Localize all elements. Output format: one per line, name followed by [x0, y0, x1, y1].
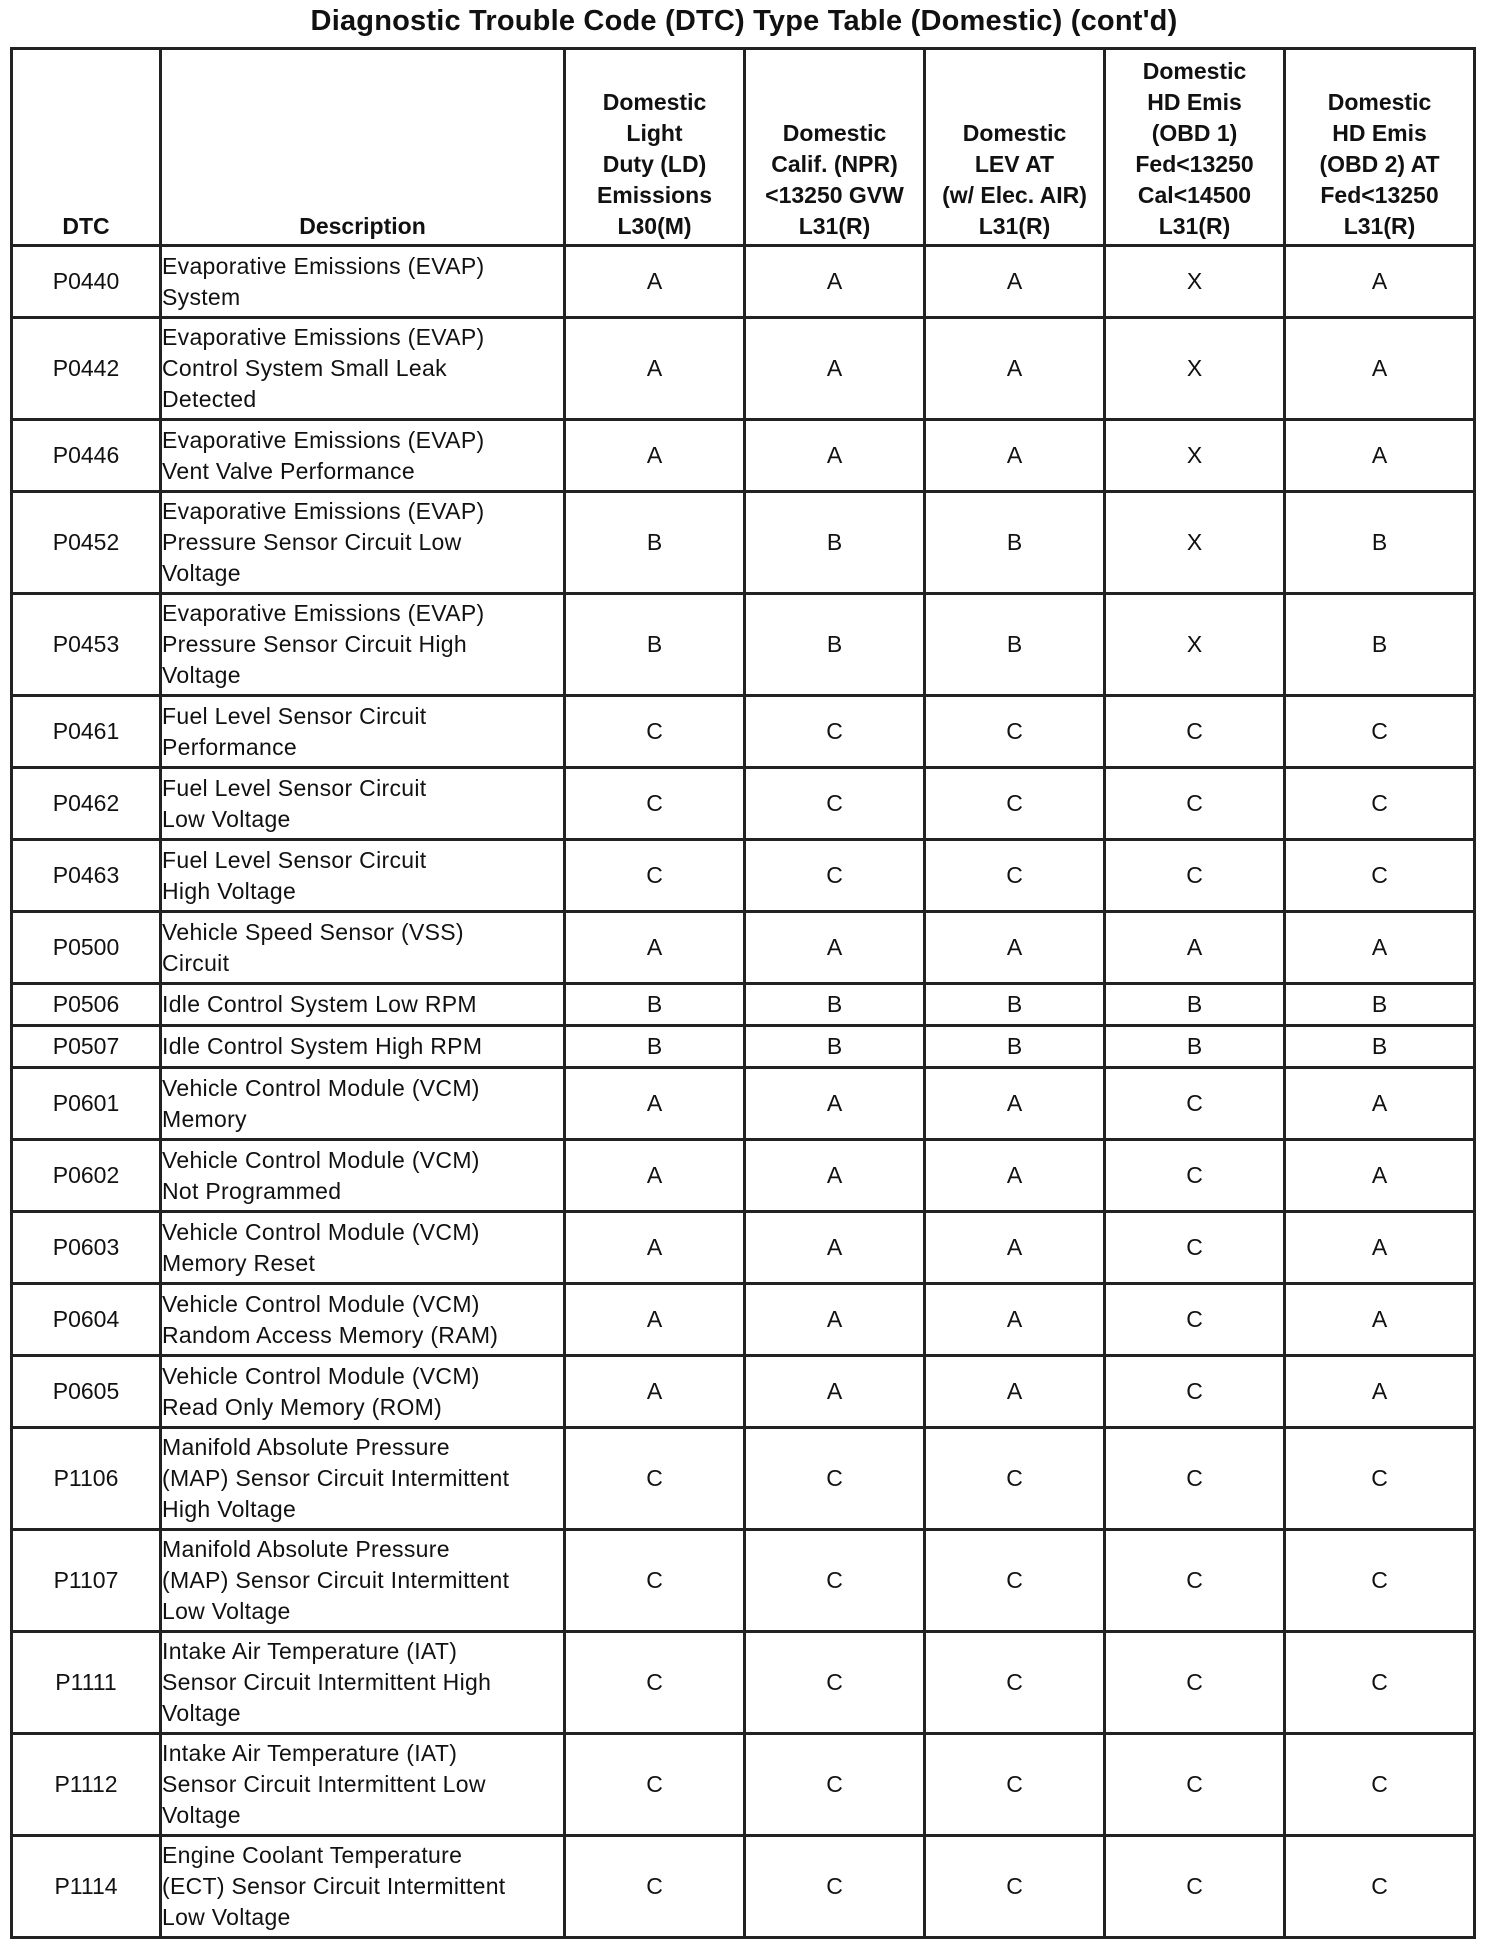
dtc-description [161, 1068, 565, 1140]
dtc-type-value: B [925, 594, 1105, 696]
dtc-type-value: A [1285, 246, 1475, 318]
dtc-type-value: A [745, 1284, 925, 1356]
dtc-type-value: B [1285, 492, 1475, 594]
dtc-type-value: B [925, 1026, 1105, 1068]
table-row [12, 246, 1475, 318]
dtc-type-value: B [1285, 984, 1475, 1026]
dtc-type-value: C [925, 768, 1105, 840]
dtc-type-value: A [925, 246, 1105, 318]
table-row [12, 1140, 1475, 1212]
dtc-type-value: A [745, 1068, 925, 1140]
header-domestic-ld-emissions: Domestic Light Duty (LD) Emissions L30(M) [565, 49, 745, 246]
description-line: Memory Reset [162, 1249, 316, 1276]
dtc-type-value: A [925, 1068, 1105, 1140]
description-line: Fuel Level Sensor Circuit [162, 702, 427, 729]
dtc-description [161, 1632, 565, 1734]
dtc-description [161, 912, 565, 984]
header-domestic-calif-npr: Domestic Calif. (NPR) <13250 GVW L31(R) [745, 49, 925, 246]
dtc-type-value: B [565, 594, 745, 696]
dtc-type-value: X [1105, 594, 1285, 696]
dtc-type-value: C [565, 768, 745, 840]
dtc-type-value: C [565, 1530, 745, 1632]
dtc-type-value: A [745, 318, 925, 420]
description-line: Vehicle Control Module (VCM) [162, 1146, 480, 1173]
dtc-type-value: C [1105, 1284, 1285, 1356]
description-line: High Voltage [162, 1496, 297, 1522]
description-line: High Voltage [162, 877, 297, 904]
dtc-description [161, 1734, 565, 1836]
dtc-type-value: C [565, 696, 745, 768]
dtc-description [161, 696, 565, 768]
dtc-type-value: A [1285, 1284, 1475, 1356]
description-line: Voltage [162, 662, 241, 688]
dtc-type-value: A [745, 1356, 925, 1428]
dtc-type-value: C [1105, 1530, 1285, 1632]
dtc-code: P0602 [12, 1140, 161, 1212]
dtc-type-value: A [745, 420, 925, 492]
dtc-type-value: C [565, 840, 745, 912]
description-line: Vehicle Control Module (VCM) [162, 1290, 480, 1317]
table-row [12, 1284, 1475, 1356]
description-line: Vehicle Control Module (VCM) [162, 1218, 480, 1245]
table-body [12, 246, 1475, 1938]
description-line: (MAP) Sensor Circuit Intermittent [162, 1465, 510, 1491]
dtc-type-value: B [565, 492, 745, 594]
dtc-code: P0452 [12, 492, 161, 594]
description-line: (ECT) Sensor Circuit Intermittent [162, 1873, 506, 1899]
dtc-code: P0605 [12, 1356, 161, 1428]
dtc-description [161, 594, 565, 696]
dtc-type-value: A [565, 318, 745, 420]
dtc-type-value: A [745, 1140, 925, 1212]
table-row [12, 840, 1475, 912]
dtc-type-value: C [925, 840, 1105, 912]
dtc-type-value: B [565, 1026, 745, 1068]
description-line: Engine Coolant Temperature [162, 1842, 463, 1868]
dtc-code: P0604 [12, 1284, 161, 1356]
description-line: Pressure Sensor Circuit High [162, 631, 467, 657]
dtc-type-value: A [1285, 1068, 1475, 1140]
dtc-type-value: C [745, 1734, 925, 1836]
table-row [12, 1734, 1475, 1836]
dtc-type-value: A [925, 912, 1105, 984]
dtc-type-value: A [925, 1284, 1105, 1356]
dtc-type-value: C [565, 1836, 745, 1938]
description-line: Voltage [162, 1802, 241, 1828]
dtc-code: P1107 [12, 1530, 161, 1632]
dtc-type-value: B [745, 492, 925, 594]
description-line: Intake Air Temperature (IAT) [162, 1638, 458, 1664]
dtc-type-value: X [1105, 420, 1285, 492]
table-row [12, 492, 1475, 594]
description-line: System [162, 283, 241, 310]
dtc-type-value: C [565, 1632, 745, 1734]
dtc-code: P0603 [12, 1212, 161, 1284]
dtc-type-value: X [1105, 318, 1285, 420]
description-line: Vent Valve Performance [162, 457, 415, 484]
description-line: Fuel Level Sensor Circuit [162, 774, 427, 801]
dtc-description [161, 318, 565, 420]
description-line: Pressure Sensor Circuit Low [162, 529, 462, 555]
dtc-code: P0507 [12, 1026, 161, 1068]
dtc-description [161, 768, 565, 840]
table-row [12, 768, 1475, 840]
description-line: Low Voltage [162, 1598, 291, 1624]
dtc-type-value: C [1105, 768, 1285, 840]
dtc-description [161, 1356, 565, 1428]
description-line: Sensor Circuit Intermittent High [162, 1669, 492, 1695]
dtc-code: P1106 [12, 1428, 161, 1530]
page-title: Diagnostic Trouble Code (DTC) Type Table (Domestic) (cont'd) [310, 5, 1178, 37]
dtc-type-value: X [1105, 246, 1285, 318]
dtc-type-value: A [565, 1068, 745, 1140]
dtc-type-value: C [565, 1734, 745, 1836]
dtc-code: P0463 [12, 840, 161, 912]
table-row [12, 594, 1475, 696]
description-line: Voltage [162, 560, 241, 586]
dtc-description [161, 1140, 565, 1212]
dtc-type-value: A [1285, 1212, 1475, 1284]
dtc-code: P0506 [12, 984, 161, 1026]
dtc-type-value: A [745, 912, 925, 984]
table-row [12, 1026, 1475, 1068]
dtc-description [161, 246, 565, 318]
dtc-code: P1112 [12, 1734, 161, 1836]
dtc-type-value: C [1105, 1140, 1285, 1212]
header-domestic-hd-obd2: Domestic HD Emis (OBD 2) AT Fed<13250 L31(R) [1285, 49, 1475, 246]
dtc-type-value: A [1285, 1356, 1475, 1428]
dtc-code: P0461 [12, 696, 161, 768]
description-line: Vehicle Speed Sensor (VSS) [162, 918, 464, 945]
dtc-type-value: C [745, 1530, 925, 1632]
table-row [12, 1356, 1475, 1428]
dtc-code: P0462 [12, 768, 161, 840]
dtc-type-value: A [1285, 420, 1475, 492]
table-row [12, 912, 1475, 984]
dtc-type-value: C [925, 1734, 1105, 1836]
dtc-type-value: A [1105, 912, 1285, 984]
description-line: Memory [162, 1105, 247, 1132]
dtc-description [161, 1284, 565, 1356]
dtc-type-table [10, 47, 1476, 1939]
dtc-type-value: A [565, 912, 745, 984]
dtc-code: P0601 [12, 1068, 161, 1140]
dtc-code: P0446 [12, 420, 161, 492]
table-row [12, 1428, 1475, 1530]
dtc-type-value: B [1105, 984, 1285, 1026]
dtc-type-value: A [1285, 1140, 1475, 1212]
dtc-type-value: A [1285, 912, 1475, 984]
description-line: Voltage [162, 1700, 241, 1726]
description-line: Manifold Absolute Pressure [162, 1434, 450, 1460]
header-description: Description [161, 49, 565, 246]
description-line: Control System Small Leak [162, 355, 447, 381]
dtc-description [161, 1026, 565, 1068]
dtc-description [161, 420, 565, 492]
dtc-type-value: C [1105, 840, 1285, 912]
dtc-type-value: C [1105, 1632, 1285, 1734]
dtc-type-value: B [745, 984, 925, 1026]
dtc-code: P0440 [12, 246, 161, 318]
dtc-type-value: A [565, 1140, 745, 1212]
header-domestic-hd-obd1: Domestic HD Emis (OBD 1) Fed<13250 Cal<14500 L31(R) [1105, 49, 1285, 246]
dtc-description [161, 1212, 565, 1284]
description-line: Evaporative Emissions (EVAP) [162, 498, 485, 524]
dtc-type-value: C [565, 1428, 745, 1530]
dtc-description [161, 1530, 565, 1632]
description-line: Performance [162, 733, 297, 760]
dtc-type-value: C [745, 1632, 925, 1734]
dtc-code: P0500 [12, 912, 161, 984]
dtc-type-value: C [1285, 768, 1475, 840]
dtc-type-value: B [1105, 1026, 1285, 1068]
description-line: Sensor Circuit Intermittent Low [162, 1771, 486, 1797]
dtc-description [161, 984, 565, 1026]
description-line: (MAP) Sensor Circuit Intermittent [162, 1567, 510, 1593]
table-row [12, 420, 1475, 492]
table-row [12, 1212, 1475, 1284]
dtc-description [161, 840, 565, 912]
description-line: Evaporative Emissions (EVAP) [162, 426, 485, 453]
dtc-type-value: A [925, 1212, 1105, 1284]
description-line: Idle Control System Low RPM [162, 991, 477, 1017]
description-line: Fuel Level Sensor Circuit [162, 846, 427, 873]
dtc-type-value: C [925, 1632, 1105, 1734]
dtc-code: P0442 [12, 318, 161, 420]
dtc-type-value: A [925, 318, 1105, 420]
dtc-type-value: C [1105, 1212, 1285, 1284]
dtc-type-value: A [745, 246, 925, 318]
table-row [12, 1836, 1475, 1938]
dtc-type-value: C [745, 1428, 925, 1530]
dtc-description [161, 1428, 565, 1530]
dtc-description [161, 1836, 565, 1938]
dtc-type-value: A [745, 1212, 925, 1284]
description-line: Intake Air Temperature (IAT) [162, 1740, 458, 1766]
dtc-type-value: C [925, 1836, 1105, 1938]
dtc-type-value: A [1285, 318, 1475, 420]
dtc-type-value: C [1105, 1836, 1285, 1938]
description-line: Low Voltage [162, 805, 291, 832]
dtc-type-value: B [1285, 1026, 1475, 1068]
dtc-type-value: B [565, 984, 745, 1026]
description-line: Not Programmed [162, 1177, 342, 1204]
dtc-type-value: B [745, 1026, 925, 1068]
dtc-type-value: C [1285, 1836, 1475, 1938]
description-line: Vehicle Control Module (VCM) [162, 1362, 480, 1389]
dtc-type-value: B [925, 984, 1105, 1026]
description-line: Circuit [162, 949, 230, 976]
dtc-type-value: C [1285, 840, 1475, 912]
dtc-code: P0453 [12, 594, 161, 696]
description-line: Manifold Absolute Pressure [162, 1536, 450, 1562]
dtc-type-value: C [1105, 696, 1285, 768]
dtc-type-value: C [745, 840, 925, 912]
dtc-type-value: C [925, 1428, 1105, 1530]
dtc-type-value: A [565, 420, 745, 492]
dtc-type-value: C [745, 696, 925, 768]
dtc-type-value: A [925, 1356, 1105, 1428]
description-line: Detected [162, 386, 257, 412]
table-row [12, 696, 1475, 768]
dtc-type-value: B [1285, 594, 1475, 696]
description-line: Evaporative Emissions (EVAP) [162, 252, 485, 279]
dtc-type-value: C [745, 1836, 925, 1938]
description-line: Low Voltage [162, 1904, 291, 1930]
table-row [12, 318, 1475, 420]
header-row [12, 49, 1475, 246]
description-line: Idle Control System High RPM [162, 1033, 483, 1059]
dtc-code: P1111 [12, 1632, 161, 1734]
dtc-type-value: A [565, 1212, 745, 1284]
dtc-type-value: C [1285, 1734, 1475, 1836]
dtc-type-value: C [925, 1530, 1105, 1632]
description-line: Evaporative Emissions (EVAP) [162, 324, 485, 350]
table-row [12, 1530, 1475, 1632]
description-line: Vehicle Control Module (VCM) [162, 1074, 480, 1101]
dtc-type-value: C [745, 768, 925, 840]
table-row [12, 1632, 1475, 1734]
table-row [12, 1068, 1475, 1140]
dtc-type-value: A [925, 420, 1105, 492]
dtc-type-value: A [565, 1356, 745, 1428]
dtc-type-value: A [565, 246, 745, 318]
dtc-type-value: C [1105, 1734, 1285, 1836]
dtc-code: P1114 [12, 1836, 161, 1938]
table-row [12, 984, 1475, 1026]
dtc-type-value: B [745, 594, 925, 696]
dtc-description [161, 492, 565, 594]
description-line: Evaporative Emissions (EVAP) [162, 600, 485, 626]
dtc-type-value: A [565, 1284, 745, 1356]
dtc-type-value: C [925, 696, 1105, 768]
dtc-type-value: C [1285, 696, 1475, 768]
dtc-type-value: C [1105, 1356, 1285, 1428]
description-line: Read Only Memory (ROM) [162, 1393, 443, 1420]
dtc-type-value: C [1105, 1428, 1285, 1530]
header-dtc: DTC [12, 49, 161, 246]
header-domestic-lev-at: Domestic LEV AT (w/ Elec. AIR) L31(R) [925, 49, 1105, 246]
dtc-type-value: B [925, 492, 1105, 594]
description-line: Random Access Memory (RAM) [162, 1321, 499, 1348]
dtc-type-value: C [1285, 1530, 1475, 1632]
dtc-type-value: X [1105, 492, 1285, 594]
dtc-type-value: C [1105, 1068, 1285, 1140]
dtc-type-value: A [925, 1140, 1105, 1212]
dtc-type-value: C [1285, 1428, 1475, 1530]
dtc-type-value: C [1285, 1632, 1475, 1734]
